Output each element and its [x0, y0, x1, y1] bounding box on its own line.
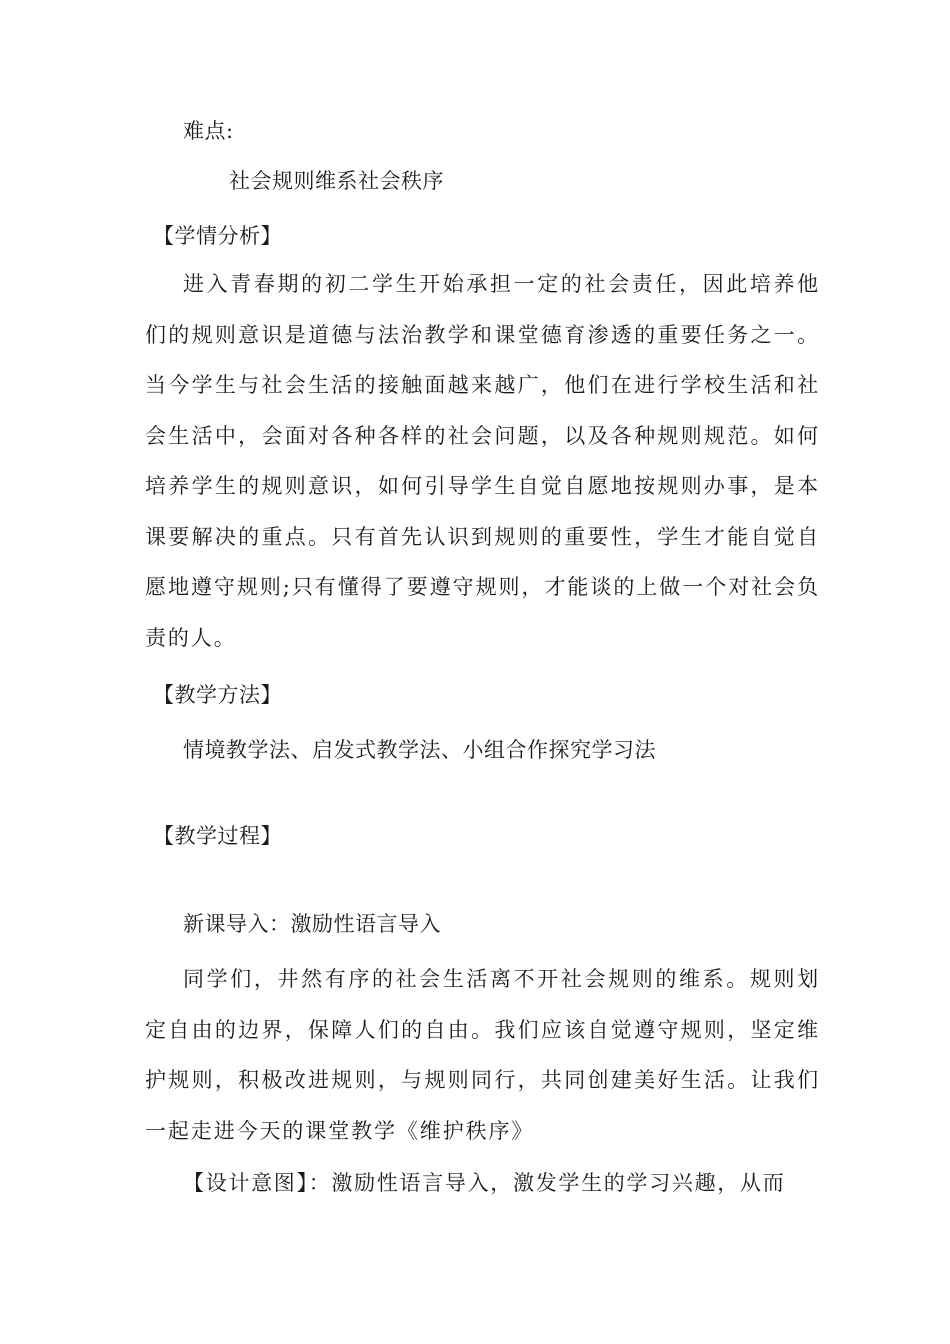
student-analysis-paragraph: 进入青春期的初二学生开始承担一定的社会责任，因此培养他们的规则意识是道德与法治教学和课堂德育渗透的重要任务之一。当今学生与社会生活的接触面越来越广，他们在进行学校生活和社会生活中，会面对各种各样的社会问题，以及各种规则规范。如何培养学生的规则意识，如何引导学生自觉自愿地按规则办事，是本课要解决的重点。只有首先认识到规则的重要性，学生才能自觉自愿地遵守规则;只有懂得了要遵守规则，才能谈的上做一个对社会负责的人。 [145, 272, 820, 650]
teaching-methods-heading: 【教学方法】 [153, 683, 282, 707]
intro-paragraph: 同学们，井然有序的社会生活离不开社会规则的维系。规则划定自由的边界，保障人们的自由。我们应该自觉遵守规则，坚定维护规则，积极改进规则，与规则同行，共同创建美好生活。让我们一起走进今天的课堂教学《维护秩序》 [145, 967, 820, 1143]
intro-title: 新课导入：激励性语言导入 [183, 912, 441, 936]
difficulty-content: 社会规则维系社会秩序 [229, 169, 444, 193]
difficulty-label: 难点: [183, 119, 234, 143]
student-analysis-heading: 【学情分析】 [153, 224, 282, 248]
teaching-process-heading: 【教学过程】 [153, 824, 282, 848]
teaching-methods-content: 情境教学法、启发式教学法、小组合作探究学习法 [183, 738, 656, 762]
design-intent-text: 【设计意图】：激励性语言导入，激发学生的学习兴趣，从而 [183, 1171, 786, 1195]
